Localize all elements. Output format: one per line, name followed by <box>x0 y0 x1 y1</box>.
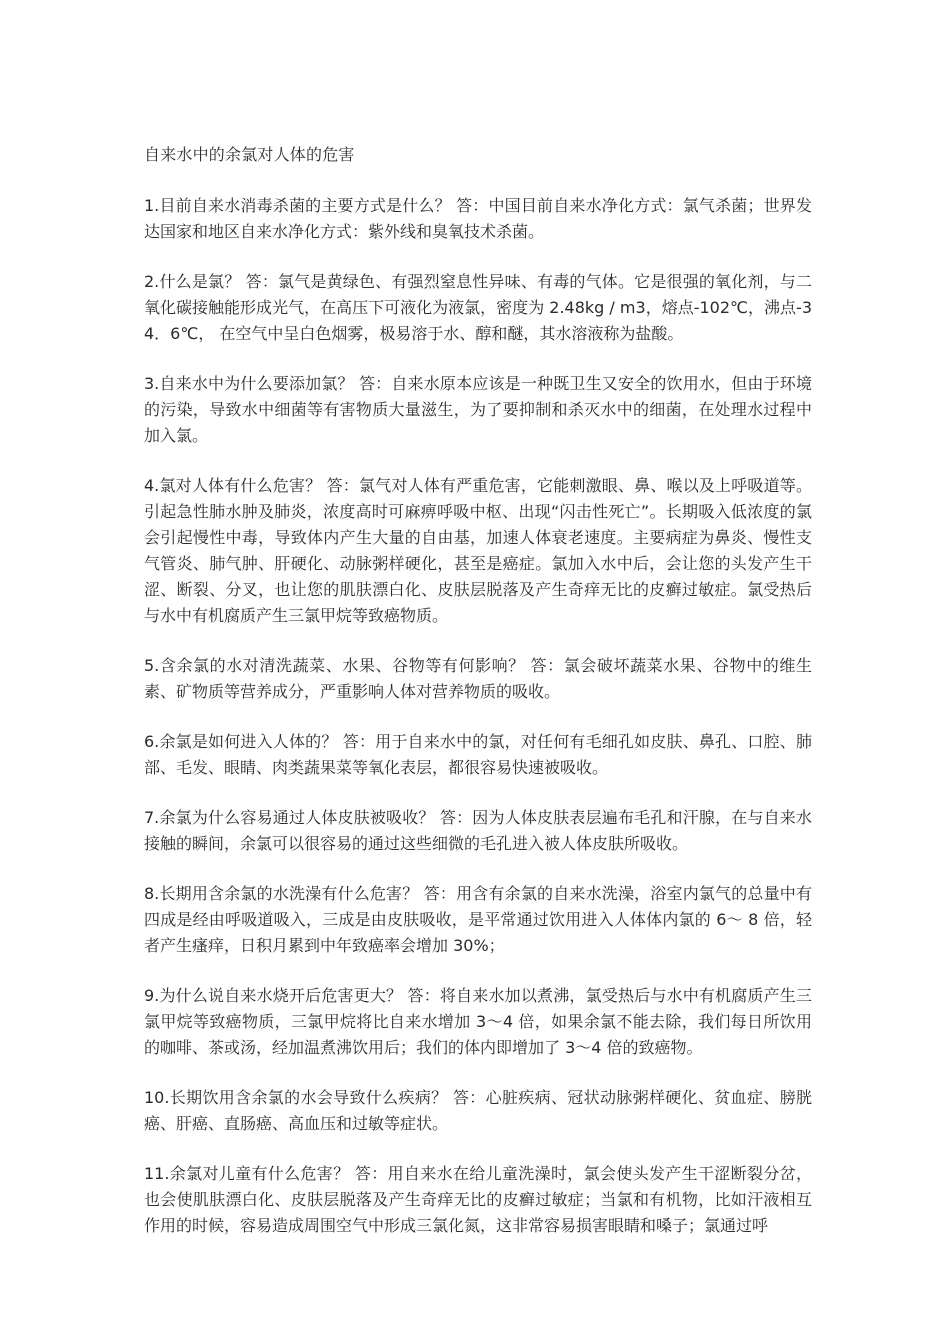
qa-paragraph-5: 5.含余氯的水对清洗蔬菜、水果、谷物等有何影响？ 答：氯会破坏蔬菜水果、谷物中的维生素、矿物质等营养成分，严重影响人体对营养物质的吸收。 <box>144 656 812 701</box>
qa-paragraph-9: 9.为什么说自来水烧开后危害更大？ 答：将自来水加以煮沸，氯受热后与水中有机腐质产生三氯甲烷等致癌物质，三氯甲烷将比自来水增加 3～4 倍，如果余氯不能去除，我们每日所饮用的咖啡、茶或汤，经加温煮沸饮用后；我们的体内即增加了 3～4 倍的致癌物。 <box>144 986 812 1057</box>
qa-paragraph-1: 1.目前自来水消毒杀菌的主要方式是什么？ 答：中国目前自来水净化方式：氯气杀菌；世界发达国家和地区自来水净化方式：紫外线和臭氧技术杀菌。 <box>144 196 812 241</box>
qa-paragraph-7: 7.余氯为什么容易通过人体皮肤被吸收？ 答：因为人体皮肤表层遍布毛孔和汗腺，在与自来水接触的瞬间，余氯可以很容易的通过这些细微的毛孔进入被人体皮肤所吸收。 <box>144 808 812 853</box>
document-body <box>144 142 812 1263</box>
qa-paragraph-3: 3.自来水中为什么要添加氯？ 答：自来水原本应该是一种既卫生又安全的饮用水，但由于环境的污染，导致水中细菌等有害物质大量滋生，为了要抑制和杀灭水中的细菌，在处理水过程中加入氯。 <box>144 374 812 445</box>
document-title: 自来水中的余氯对人体的危害 <box>144 145 355 164</box>
qa-paragraph-2: 2.什么是氯？ 答：氯气是黄绿色、有强烈窒息性异味、有毒的气体。它是很强的氧化剂，与二氧化碳接触能形成光气，在高压下可液化为液氯，密度为 2.48kg / m3，熔点-102℃，沸点-34．6℃， 在空气中呈白色烟雾，极易溶于水、醇和醚，其水溶液称为盐酸。 <box>144 272 812 343</box>
qa-paragraph-10: 10.长期饮用含余氯的水会导致什么疾病？ 答：心脏疾病、冠状动脉粥样硬化、贫血症、膀胱癌、肝癌、直肠癌、高血压和过敏等症状。 <box>144 1088 812 1133</box>
qa-paragraph-6: 6.余氯是如何进入人体的？ 答：用于自来水中的氯，对任何有毛细孔如皮肤、鼻孔、口腔、肺部、毛发、眼睛、肉类蔬果菜等氧化表层，都很容易快速被吸收。 <box>144 732 812 777</box>
qa-paragraph-11: 11.余氯对儿童有什么危害？ 答：用自来水在给儿童洗澡时，氯会使头发产生干涩断裂分岔，也会使肌肤漂白化、皮肤层脱落及产生奇痒无比的皮癣过敏症；当氯和有机物，比如汗液相互作用的时候，容易造成周围空气中形成三氯化氮，这非常容易损害眼睛和嗓子；氯通过呼 <box>144 1164 812 1235</box>
qa-paragraph-4: 4.氯对人体有什么危害？ 答：氯气对人体有严重危害，它能刺激眼、鼻、喉以及上呼吸道等。引起急性肺水肿及肺炎，浓度高时可麻痹呼吸中枢、出现“闪击性死亡”。长期吸入低浓度的氯会引起慢性中毒，导致体内产生大量的自由基，加速人体衰老速度。主要病症为鼻炎、慢性支气管炎、肺气肿、肝硬化、动脉粥样硬化，甚至是癌症。氯加入水中后，会让您的头发产生干涩、断裂、分叉，也让您的肌肤漂白化、皮肤层脱落及产生奇痒无比的皮癣过敏症。氯受热后与水中有机腐质产生三氯甲烷等致癌物质。 <box>144 476 812 625</box>
qa-paragraph-8: 8.长期用含余氯的水洗澡有什么危害？ 答：用含有余氯的自来水洗澡，浴室内氯气的总量中有四成是经由呼吸道吸入，三成是由皮肤吸收，是平常通过饮用进入人体体内氯的 6～ 8 倍，轻者产生瘙痒，日积月累到中年致癌率会增加 30%； <box>144 884 812 955</box>
